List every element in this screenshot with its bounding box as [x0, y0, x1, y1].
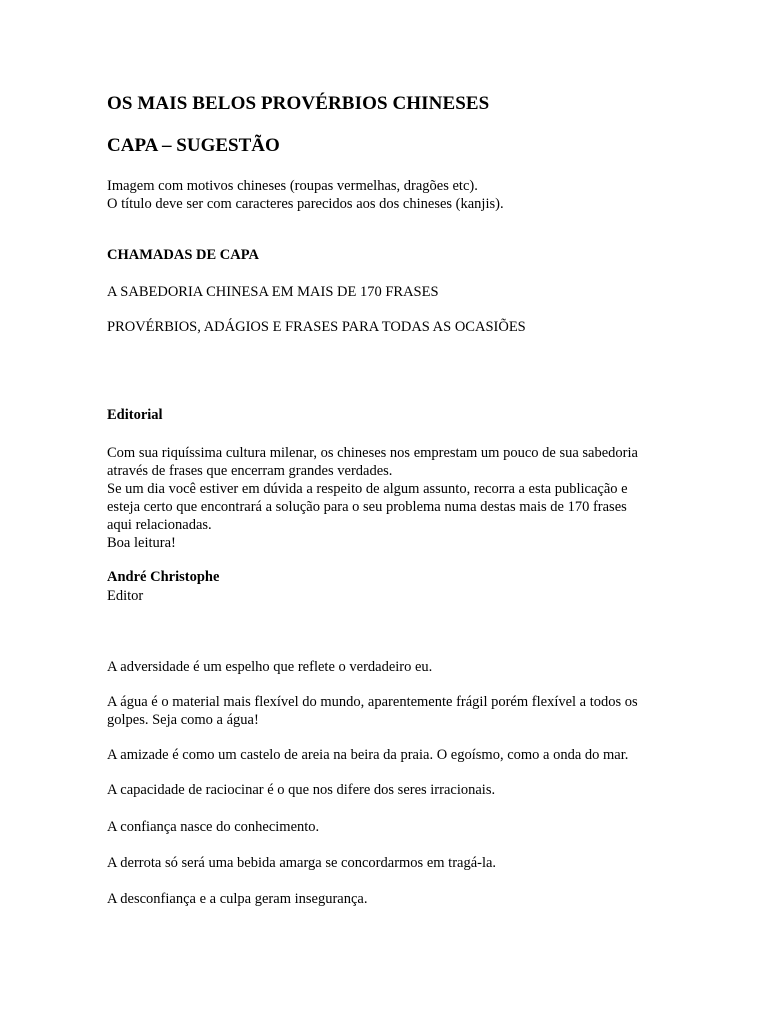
editorial-author-name: André Christophe	[107, 569, 220, 585]
proverb-line: A água é o material mais flexível do mundo, aparentemente frágil porém flexível a todos os	[107, 694, 638, 710]
proverb-item: A derrota só será uma bebida amarga se concordarmos em tragá-la.	[107, 855, 497, 871]
proverb-item: A adversidade é um espelho que reflete o verdadeiro eu.	[107, 659, 433, 675]
cover-call-line: A SABEDORIA CHINESA EM MAIS DE 170 FRASES	[107, 284, 439, 300]
editorial-line: esteja certo que encontrará a solução para o seu problema numa destas mais de 170 frases	[107, 499, 627, 515]
editorial-line: Boa leitura!	[107, 535, 176, 551]
proverb-item: A confiança nasce do conhecimento.	[107, 819, 320, 835]
proverb-item	[107, 693, 667, 729]
editorial-author-role: Editor	[107, 588, 144, 604]
editorial-line: Se um dia você estiver em dúvida a respeito de algum assunto, recorra a esta publicação e	[107, 481, 628, 497]
cover-note-line: O título deve ser com caracteres parecidos aos dos chineses (kanjis).	[107, 196, 504, 212]
cover-heading: CAPA – SUGESTÃO	[107, 135, 280, 156]
editorial-line: Com sua riquíssima cultura milenar, os chineses nos emprestam um pouco de sua sabedoria	[107, 445, 638, 461]
editorial-heading: Editorial	[107, 407, 163, 423]
cover-calls-heading: CHAMADAS DE CAPA	[107, 247, 259, 263]
proverb-item: A capacidade de raciocinar é o que nos difere dos seres irracionais.	[107, 782, 496, 798]
proverb-line: golpes. Seja como a água!	[107, 712, 259, 728]
cover-call-line: PROVÉRBIOS, ADÁGIOS E FRASES PARA TODAS AS OCASIÕES	[107, 319, 526, 335]
document-title: OS MAIS BELOS PROVÉRBIOS CHINESES	[107, 93, 490, 114]
proverb-item: A amizade é como um castelo de areia na beira da praia. O egoísmo, como a onda do mar.	[107, 747, 629, 763]
editorial-line: através de frases que encerram grandes verdades.	[107, 463, 393, 479]
cover-note-line: Imagem com motivos chineses (roupas vermelhas, dragões etc).	[107, 178, 478, 194]
editorial-line: aqui relacionadas.	[107, 517, 212, 533]
editorial-body	[107, 444, 667, 552]
proverb-item: A desconfiança e a culpa geram insegurança.	[107, 891, 368, 907]
cover-notes	[107, 177, 667, 213]
